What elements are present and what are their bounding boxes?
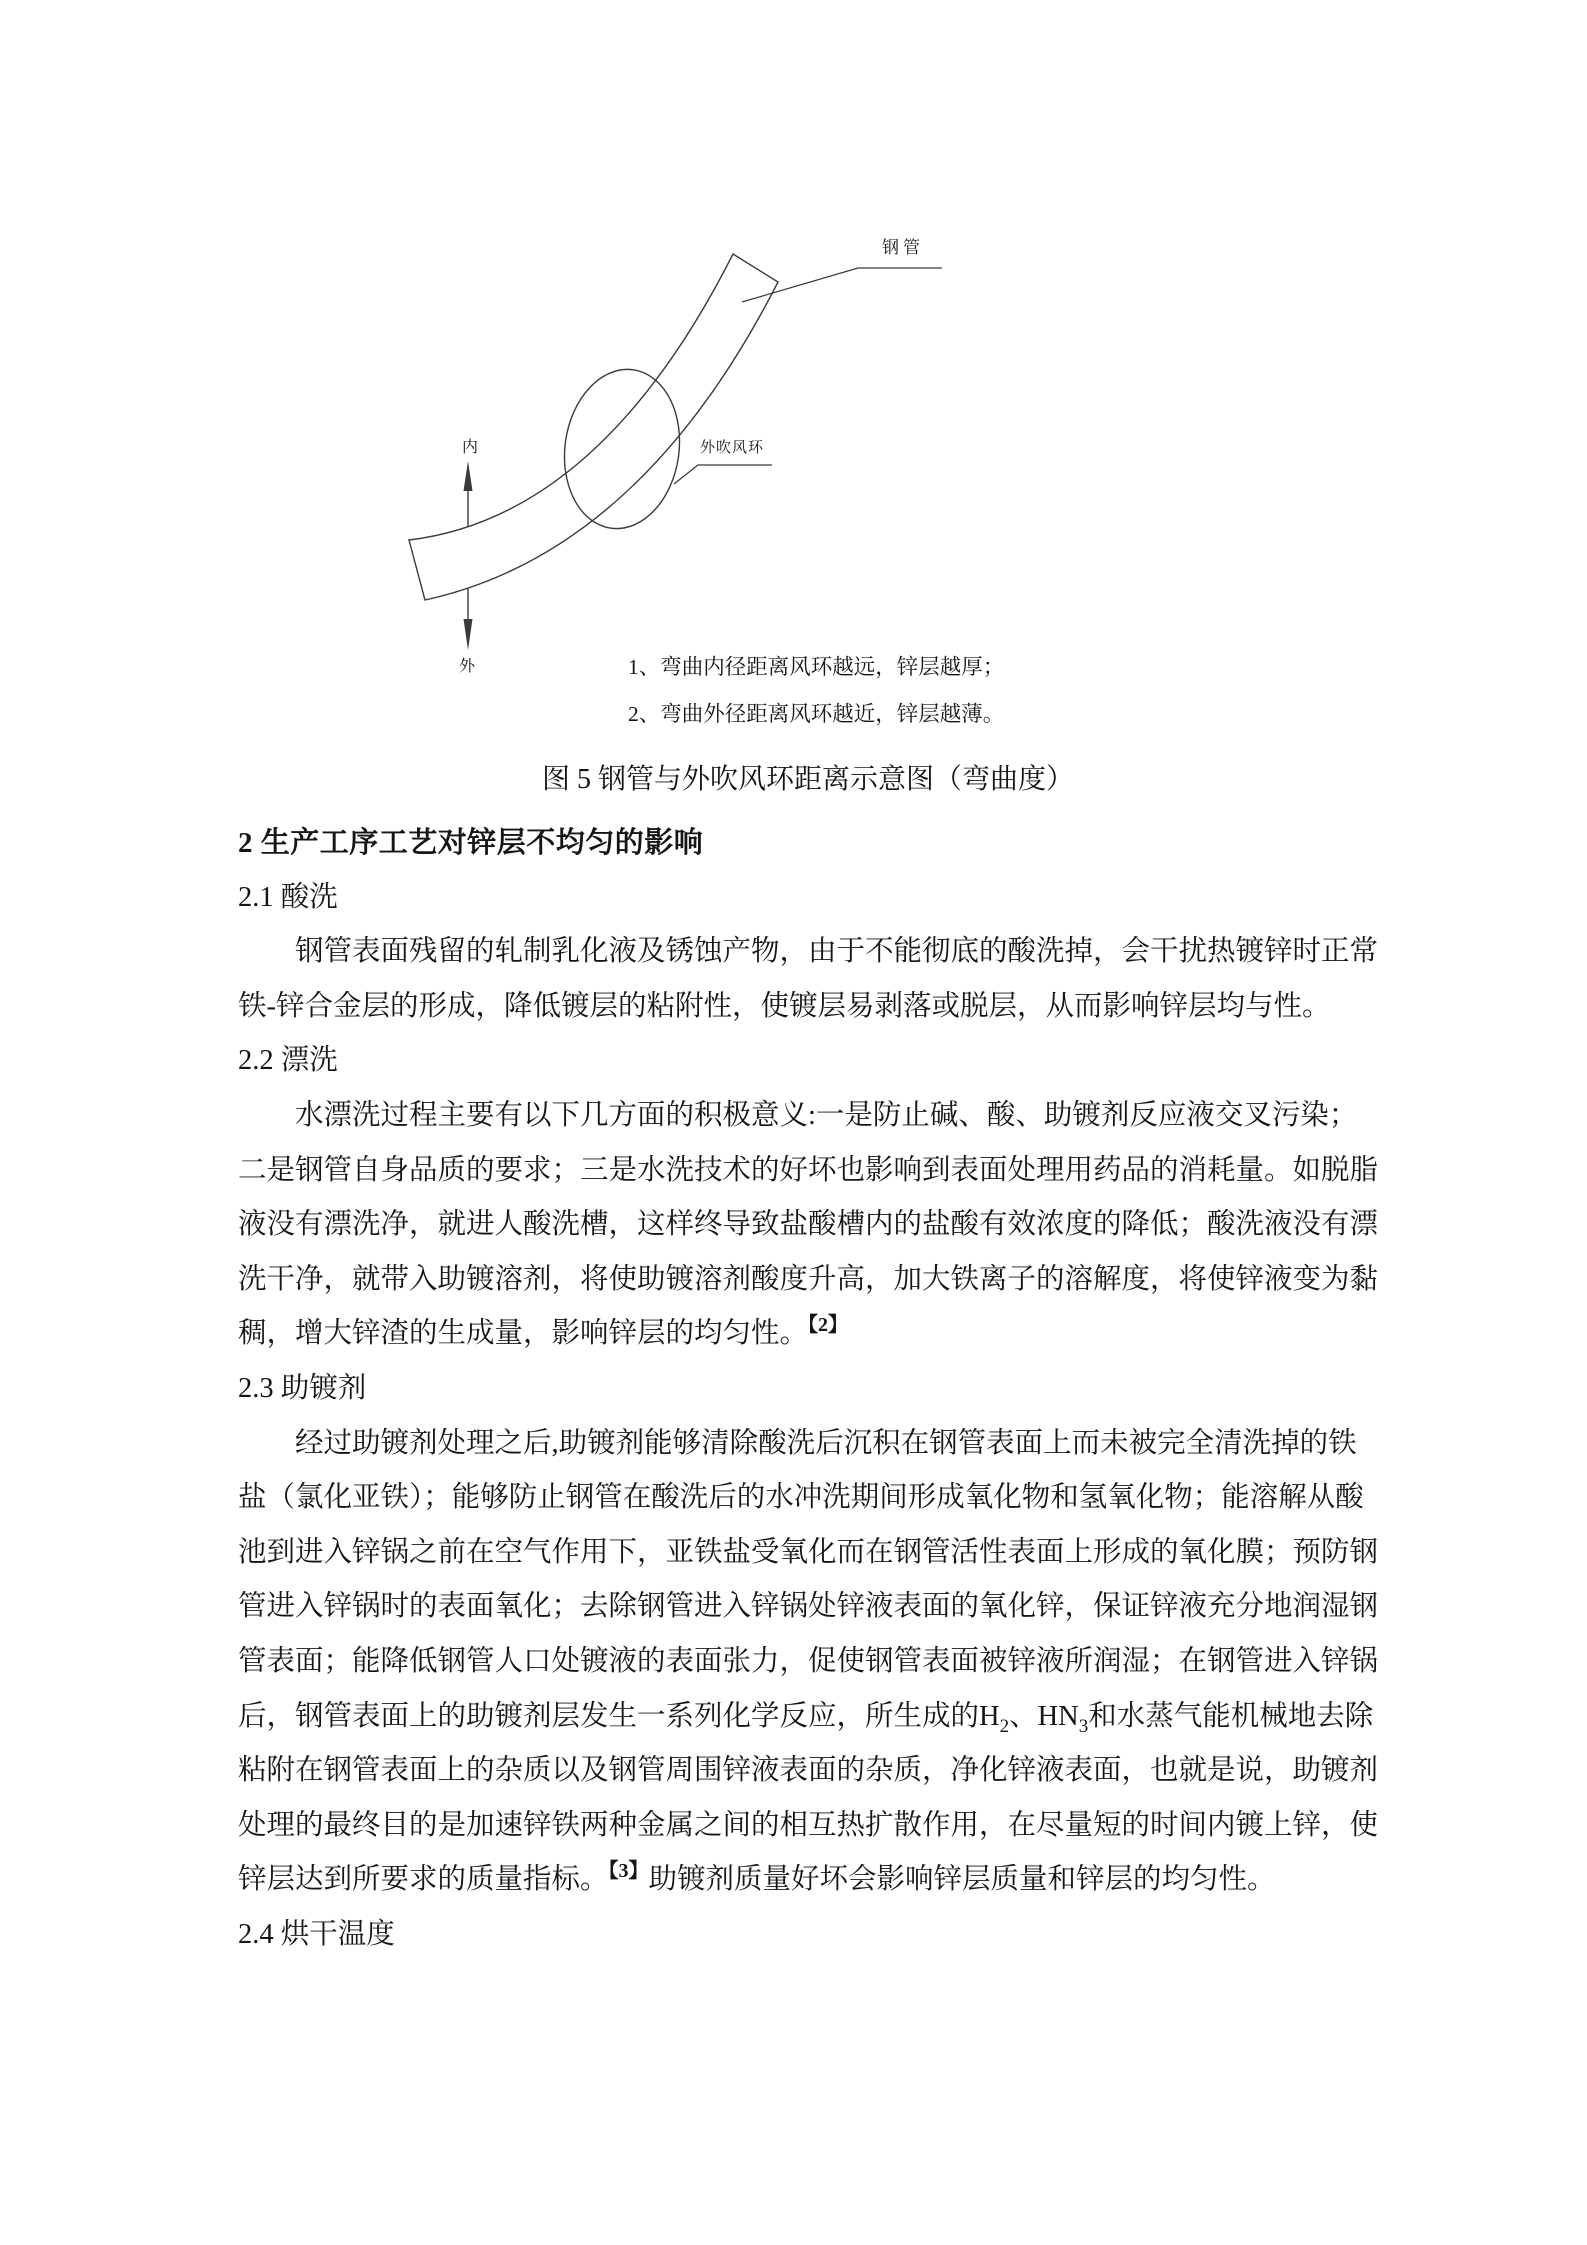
document-line: 管表面；能降低钢管人口处镀液的表面张力，促使钢管表面被锌液所润湿；在钢管进入锌锅 xyxy=(238,1645,1379,1677)
document-line: 二是钢管自身品质的要求；三是水洗技术的好坏也影响到表面处理用药品的消耗量。如脱脂 xyxy=(238,1154,1379,1186)
document-line: 2 生产工序工艺对锌层不均匀的影响 xyxy=(238,827,704,859)
document-line: 水漂洗过程主要有以下几方面的积极意义:一是防止碱、酸、助镀剂反应液交叉污染； xyxy=(295,1099,1358,1131)
figure-note-1: 1、弯曲内径距离风环越远，锌层越厚； xyxy=(628,655,1005,679)
inner-label: 内 xyxy=(462,439,479,456)
document-line: 2.1 酸洗 xyxy=(238,881,338,913)
document-line: 池到进入锌锅之前在空气作用下，亚铁盐受氧化而在钢管活性表面上形成的氧化膜；预防钢 xyxy=(238,1536,1379,1568)
pipe-leader-line xyxy=(742,268,942,302)
pipe-band xyxy=(409,254,778,600)
document-line: 粘附在钢管表面上的杂质以及钢管周围锌液表面的杂质，净化锌液表面，也就是说，助镀剂 xyxy=(238,1755,1379,1787)
pipe-label: 钢管 xyxy=(882,238,924,257)
document-line: 2.2 漂洗 xyxy=(238,1045,338,1077)
outer-arrow xyxy=(464,588,473,650)
figure-diagram xyxy=(0,0,1000,720)
document-line: 洗干净，就带入助镀溶剂，将使助镀溶剂酸度升高，加大铁离子的溶解度，将使锌液变为黏 xyxy=(238,1263,1379,1295)
ring-label: 外吹风环 xyxy=(700,440,765,456)
superscript-reference: 【2】 xyxy=(808,1314,849,1337)
air-ring-ellipse xyxy=(554,362,689,536)
document-line: 后，钢管表面上的助镀剂层发生一系列化学反应，所生成的$H_2$、$HN_3$和水蒸气能机械地去除 xyxy=(238,1700,1374,1737)
document-line: 稠，增大锌渣的生成量，影响锌层的均匀性。$^{【2】}$ xyxy=(238,1314,849,1350)
chemical-subscript: 2 xyxy=(999,1715,1010,1737)
document-line: 锌层达到所要求的质量指标。$^{【3】}$助镀剂质量好坏会影响锌层质量和锌层的均匀性。 xyxy=(238,1860,1276,1896)
document-line: 处理的最终目的是加速锌铁两种金属之间的相互热扩散作用，在尽量短的时间内镀上锌，使 xyxy=(238,1809,1379,1841)
ring-leader-line xyxy=(674,465,772,484)
outer-label: 外 xyxy=(459,658,476,675)
document-line: 经过助镀剂处理之后,助镀剂能够清除酸洗后沉积在钢管表面上而未被完全清洗掉的铁 xyxy=(295,1427,1357,1459)
document-line: 2.3 助镀剂 xyxy=(238,1372,367,1404)
document-line: 管进入锌锅时的表面氧化；去除钢管进入锌锅处锌液表面的氧化锌，保证锌液充分地润湿钢 xyxy=(238,1591,1379,1623)
document-line: 液没有漂洗净，就进人酸洗槽，这样终导致盐酸槽内的盐酸有效浓度的降低；酸洗液没有漂 xyxy=(238,1209,1379,1241)
figure-note-2: 2、弯曲外径距离风环越近，锌层越薄。 xyxy=(628,702,1005,726)
document-line: 钢管表面残留的轧制乳化液及锈蚀产物，由于不能彻底的酸洗掉，会干扰热镀锌时正常 xyxy=(295,936,1379,968)
inner-arrow xyxy=(464,461,473,527)
document-line: 2.4 烘干温度 xyxy=(238,1918,395,1950)
figure-notes xyxy=(628,652,1004,746)
chemical-subscript: 3 xyxy=(1078,1715,1089,1737)
superscript-reference: 【3】 xyxy=(608,1860,649,1883)
figure-caption: 图 5 钢管与外吹风环距离示意图（弯曲度） xyxy=(541,764,1074,795)
document-line: 铁-锌合金层的形成，降低镀层的粘附性，使镀层易剥落或脱层，从而影响锌层均与性。 xyxy=(238,990,1331,1022)
document-line: 盐（氯化亚铁）；能够防止钢管在酸洗后的水冲洗期间形成氧化物和氢氧化物；能溶解从酸 xyxy=(238,1482,1364,1514)
document-body xyxy=(238,816,1378,1962)
